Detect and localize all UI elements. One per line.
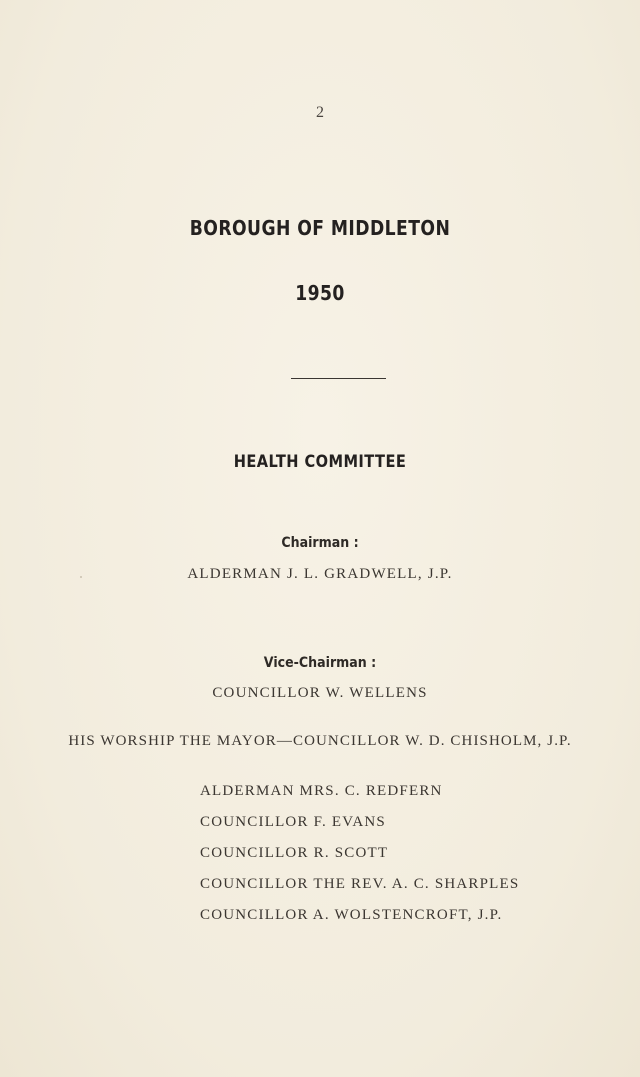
member-name: COUNCILLOR A. WOLSTENCROFT, J.P. — [200, 907, 503, 923]
mayor-line: HIS WORSHIP THE MAYOR—COUNCILLOR W. D. CHISHOLM, J.P. — [68, 733, 572, 749]
member-list — [200, 782, 519, 937]
page-number: 2 — [316, 104, 324, 121]
member-name: COUNCILLOR F. EVANS — [200, 814, 386, 830]
vice-chairman-label: Vice-Chairman : — [263, 655, 377, 671]
member-name: ALDERMAN MRS. C. REDFERN — [200, 783, 443, 799]
paper-speck — [80, 576, 82, 578]
document-year: 1950 — [295, 281, 345, 305]
divider-rule — [291, 378, 386, 379]
vice-chairman-name: COUNCILLOR W. WELLENS — [212, 685, 428, 701]
document-title: BOROUGH OF MIDDLETON — [189, 216, 451, 240]
chairman-label: Chairman : — [281, 535, 359, 551]
committee-heading: HEALTH COMMITTEE — [233, 452, 407, 472]
member-name: COUNCILLOR THE REV. A. C. SHARPLES — [200, 876, 520, 892]
chairman-name: ALDERMAN J. L. GRADWELL, J.P. — [187, 566, 453, 582]
member-name: COUNCILLOR R. SCOTT — [200, 845, 389, 861]
